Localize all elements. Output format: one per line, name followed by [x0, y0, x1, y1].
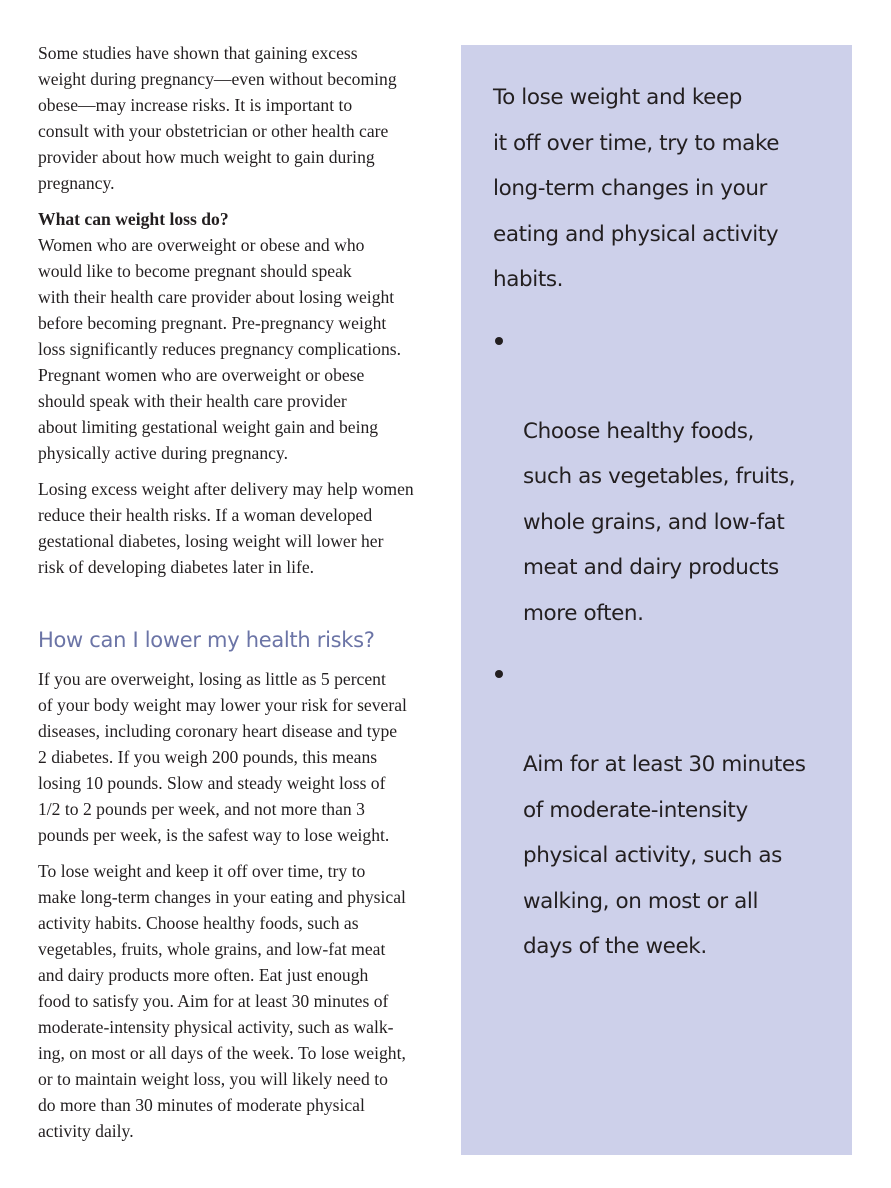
- callout-bullet-item: [493, 318, 833, 637]
- main-text-column: [38, 40, 438, 1144]
- weight-loss-subheading: What can weight loss do?: [38, 209, 229, 229]
- callout-bullet-text: Choose healthy foods, such as vegetables, fruits, whole grains, and low-fat meat and dairy products more often.: [523, 418, 796, 626]
- callout-bullet-text: Aim for at least 30 minutes of moderate-intensity physical activity, such as walking, on most or all days of the week.: [523, 752, 806, 959]
- keep-off-paragraph: To lose weight and keep it off over time, try to make long-term changes in your eating and physical activity habits. Choose healthy foods, such as vegetables, fruits, whole grains, and low-fat meat and dairy products more often. Eat just enough food to satisfy you. Aim for at least 30 minutes of moderate-intensity physical activity, such as walk- ing, on most or all days of the week. To lose weight, or to maintain weight loss, you will likely need to do more than 30 minutes of moderate physical activity daily.: [38, 861, 406, 1141]
- callout-intro: To lose weight and keep it off over time, try to make long-term changes in your eating and physical activity habits.: [493, 85, 780, 292]
- callout-content: [493, 75, 833, 985]
- section-heading-lower-risks: How can I lower my health risks?: [38, 628, 375, 652]
- callout-box: [461, 45, 852, 1155]
- intro-paragraph: Some studies have shown that gaining excess weight during pregnancy—even without becoming obese—may increase risks. It is important to consult with your obstetrician or other health care provider about how much weight to gain during pregnancy.: [38, 43, 397, 193]
- callout-bullet-item: [493, 651, 833, 970]
- bullet-icon: [495, 670, 503, 678]
- lower-risks-paragraph: If you are overweight, losing as little as 5 percent of your body weight may lower your risk for several diseases, including coronary heart disease and type 2 diabetes. If you weigh 200 pounds, this means losing 10 pounds. Slow and steady weight loss of 1/2 to 2 pounds per week, and not more than 3 pounds per week, is the safest way to lose weight.: [38, 669, 407, 845]
- after-delivery-paragraph: Losing excess weight after delivery may help women reduce their health risks. If a woman developed gestational diabetes, losing weight will lower her risk of developing diabetes later in life.: [38, 479, 414, 577]
- bullet-icon: [495, 337, 503, 345]
- callout-bullet-list: [493, 318, 833, 970]
- weight-loss-paragraph: Women who are overweight or obese and who would like to become pregnant should speak with their health care provider about losing weight before becoming pregnant. Pre-pregnancy weight loss significantly reduces pregnancy complications. Pregnant women who are overweight or obese should speak with their health care provider about limiting gestational weight gain and being physically active during pregnancy.: [38, 235, 402, 463]
